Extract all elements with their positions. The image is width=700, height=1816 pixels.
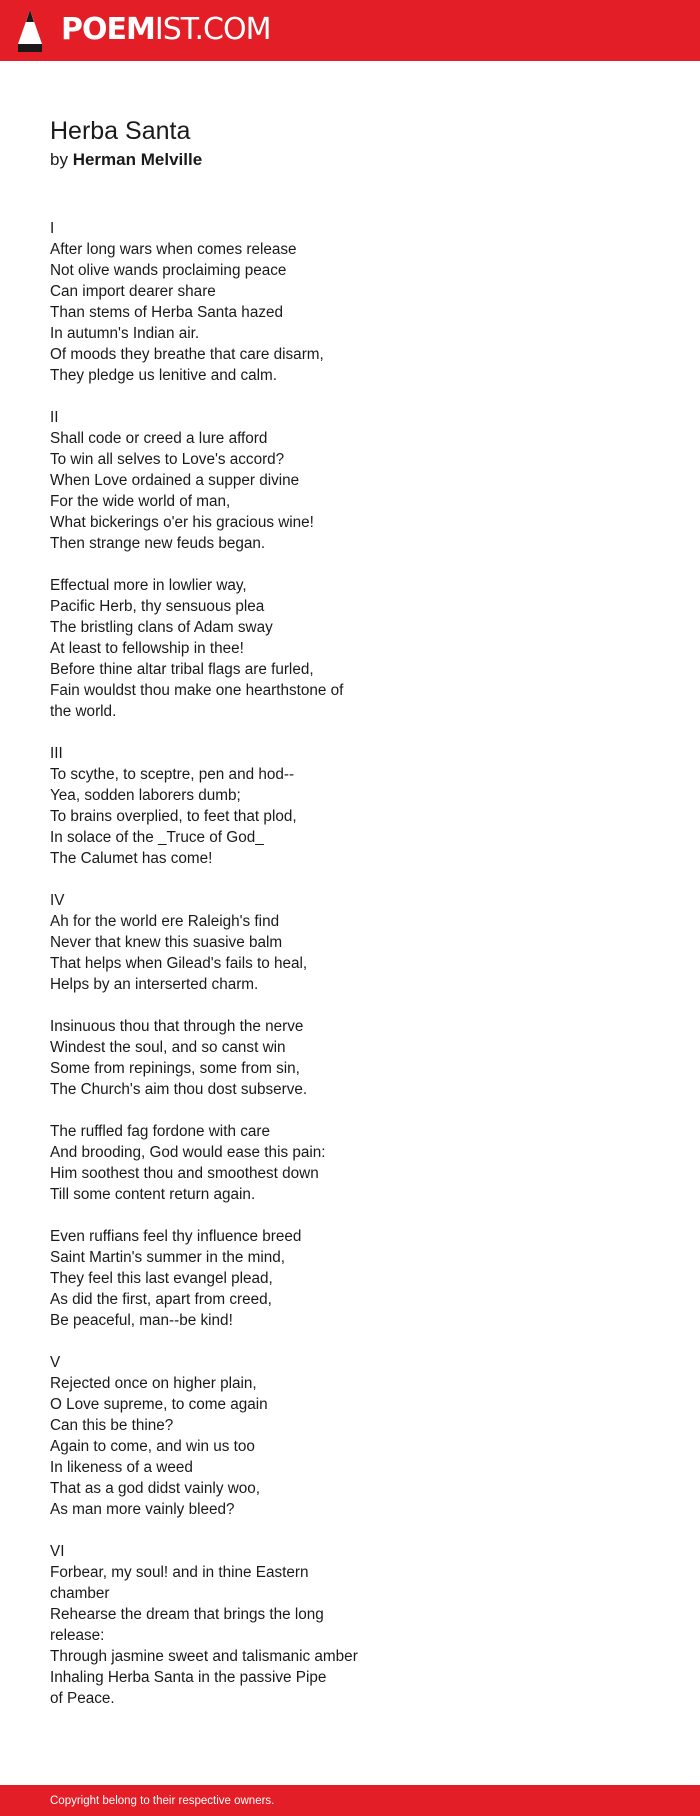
- site-logo[interactable]: [61, 10, 270, 50]
- poem-line: O Love supreme, to come again: [50, 1396, 268, 1413]
- poem-line: To brains overplied, to feet that plod,: [50, 808, 297, 825]
- stanza-break: [50, 722, 650, 743]
- poem-line: Before thine altar tribal flags are furled,: [50, 661, 314, 678]
- author-name[interactable]: Herman Melville: [72, 150, 203, 169]
- poem-line: The Calumet has come!: [50, 850, 213, 867]
- poem-title: Herba Santa: [50, 117, 191, 145]
- poem-line: Shall code or creed a lure afford: [50, 430, 268, 447]
- poem-line: Even ruffians feel thy influence breed: [50, 1228, 302, 1245]
- poem-line: To win all selves to Love's accord?: [50, 451, 285, 468]
- poem-line: Inhaling Herba Santa in the passive Pipe: [50, 1669, 327, 1686]
- poem-line: As man more vainly bleed?: [50, 1501, 235, 1518]
- poem-line: Some from repinings, some from sin,: [50, 1060, 300, 1077]
- poem-line: Then strange new feuds began.: [50, 535, 266, 552]
- poem-line: And brooding, God would ease this pain:: [50, 1144, 326, 1161]
- poem-line: For the wide world of man,: [50, 493, 231, 510]
- poem-line: Till some content return again.: [50, 1186, 256, 1203]
- poem-line: Again to come, and win us too: [50, 1438, 255, 1455]
- poem-line: I: [50, 220, 55, 237]
- poem-line: Rehearse the dream that brings the long: [50, 1606, 324, 1623]
- poem-line: III: [50, 745, 63, 762]
- poem-line: Can this be thine?: [50, 1417, 174, 1434]
- logo-bold-text: POEM: [61, 12, 155, 47]
- poem-line: That helps when Gilead's fails to heal,: [50, 955, 308, 972]
- poem-line: Can import dearer share: [50, 283, 216, 300]
- poem-line: Windest the soul, and so canst win: [50, 1039, 286, 1056]
- poem-line: Effectual more in lowlier way,: [50, 577, 247, 594]
- byline-prefix: by: [50, 150, 68, 169]
- poem-line: To scythe, to sceptre, pen and hod--: [50, 766, 295, 783]
- poem-line: Ah for the world ere Raleigh's find: [50, 913, 280, 930]
- poem-line: VI: [50, 1543, 65, 1560]
- poem-byline: [50, 149, 202, 171]
- poem-line: At least to fellowship in thee!: [50, 640, 244, 657]
- stanza-break: [50, 554, 650, 575]
- poem-line: That as a god didst vainly woo,: [50, 1480, 261, 1497]
- poem-line: Yea, sodden laborers dumb;: [50, 787, 241, 804]
- poem-body: [50, 218, 650, 1709]
- poem-line: Than stems of Herba Santa hazed: [50, 304, 283, 321]
- poem-line: Not olive wands proclaiming peace: [50, 262, 287, 279]
- poem-line: In autumn's Indian air.: [50, 325, 200, 342]
- poem-line: Pacific Herb, thy sensuous plea: [50, 598, 265, 615]
- poem-line: Insinuous thou that through the nerve: [50, 1018, 304, 1035]
- logo-light-text: IST.COM: [154, 12, 271, 47]
- poem-line: V: [50, 1354, 61, 1371]
- poem-line: In solace of the _Truce of God_: [50, 829, 264, 846]
- pencil-icon[interactable]: [18, 10, 42, 52]
- poem-line: release:: [50, 1627, 105, 1644]
- stanza-break: [50, 869, 650, 890]
- poem-line: Helps by an interserted charm.: [50, 976, 259, 993]
- site-header: [0, 0, 700, 61]
- poem-line: Rejected once on higher plain,: [50, 1375, 257, 1392]
- poem-line: Of moods they breathe that care disarm,: [50, 346, 324, 363]
- poem-line: In likeness of a weed: [50, 1459, 193, 1476]
- poem-line: What bickerings o'er his gracious wine!: [50, 514, 314, 531]
- poem-line: II: [50, 409, 59, 426]
- poem-line: Fain wouldst thou make one hearthstone of: [50, 682, 344, 699]
- poem-line: The ruffled fag fordone with care: [50, 1123, 270, 1140]
- stanza-break: [50, 1520, 650, 1541]
- stanza-break: [50, 1331, 650, 1352]
- copyright-notice: Copyright belong to their respective owners.: [50, 1795, 275, 1807]
- poem-line: of Peace.: [50, 1690, 115, 1707]
- poem-line: Forbear, my soul! and in thine Eastern: [50, 1564, 309, 1581]
- poem-line: Be peaceful, man--be kind!: [50, 1312, 233, 1329]
- site-footer: [0, 1785, 700, 1816]
- poem-line: When Love ordained a supper divine: [50, 472, 300, 489]
- poem-line: They pledge us lenitive and calm.: [50, 367, 278, 384]
- poem-line: Him soothest thou and smoothest down: [50, 1165, 319, 1182]
- stanza-break: [50, 1100, 650, 1121]
- poem-line: chamber: [50, 1585, 110, 1602]
- stanza-break: [50, 386, 650, 407]
- poem-line: IV: [50, 892, 65, 909]
- poem-line: They feel this last evangel plead,: [50, 1270, 273, 1287]
- poem-line: As did the first, apart from creed,: [50, 1291, 272, 1308]
- poem-line: Saint Martin's summer in the mind,: [50, 1249, 286, 1266]
- stanza-break: [50, 1205, 650, 1226]
- poem-line: The Church's aim thou dost subserve.: [50, 1081, 308, 1098]
- stanza-break: [50, 995, 650, 1016]
- poem-line: the world.: [50, 703, 117, 720]
- poem-line: After long wars when comes release: [50, 241, 297, 258]
- poem-line: Never that knew this suasive balm: [50, 934, 283, 951]
- poem-line: Through jasmine sweet and talismanic amber: [50, 1648, 358, 1665]
- poem-line: The bristling clans of Adam sway: [50, 619, 273, 636]
